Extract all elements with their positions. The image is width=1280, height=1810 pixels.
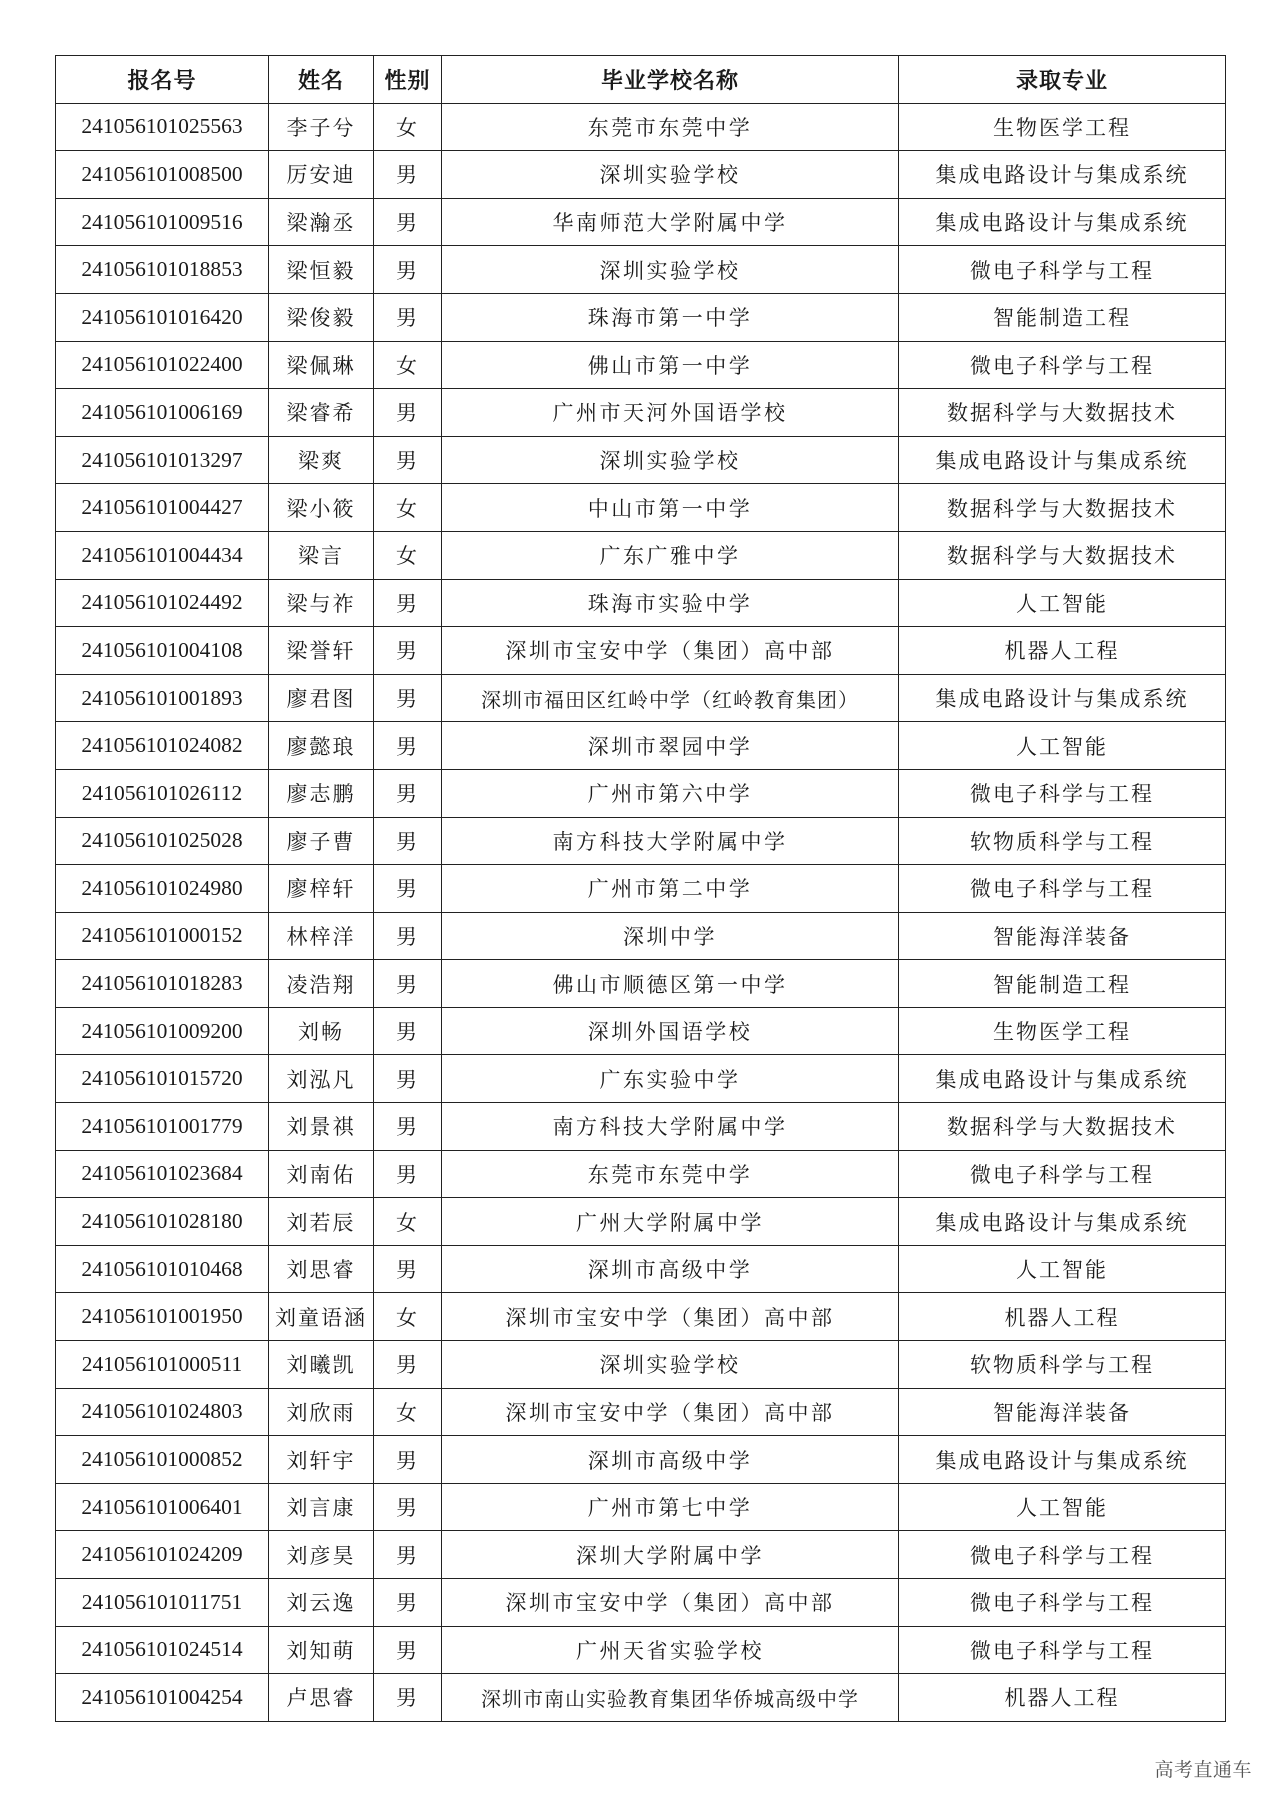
cell-major: 机器人工程 xyxy=(899,1293,1226,1341)
cell-major: 人工智能 xyxy=(899,722,1226,770)
cell-major: 机器人工程 xyxy=(899,627,1226,675)
cell-reg-no: 241056101024980 xyxy=(56,865,269,913)
watermark: 高考直通车 xyxy=(1154,1759,1252,1781)
table-row xyxy=(56,1388,1226,1436)
cell-school: 深圳实验学校 xyxy=(442,1341,899,1389)
cell-school: 广州大学附属中学 xyxy=(442,1198,899,1246)
cell-gender: 男 xyxy=(374,674,442,722)
cell-reg-no: 241056101001893 xyxy=(56,674,269,722)
cell-gender: 男 xyxy=(374,817,442,865)
cell-gender: 男 xyxy=(374,436,442,484)
cell-gender: 男 xyxy=(374,912,442,960)
cell-gender: 女 xyxy=(374,1388,442,1436)
cell-school: 深圳市高级中学 xyxy=(442,1436,899,1484)
cell-major: 智能制造工程 xyxy=(899,960,1226,1008)
cell-gender: 男 xyxy=(374,151,442,199)
cell-reg-no: 241056101023684 xyxy=(56,1150,269,1198)
cell-school: 深圳中学 xyxy=(442,912,899,960)
cell-gender: 女 xyxy=(374,103,442,151)
cell-name: 廖梓轩 xyxy=(269,865,374,913)
cell-school: 深圳市南山实验教育集团华侨城高级中学 xyxy=(442,1674,899,1722)
header-major: 录取专业 xyxy=(899,56,1226,104)
cell-major: 智能海洋装备 xyxy=(899,1388,1226,1436)
table-row xyxy=(56,1103,1226,1151)
cell-reg-no: 241056101024803 xyxy=(56,1388,269,1436)
cell-school: 深圳市宝安中学（集团）高中部 xyxy=(442,1388,899,1436)
cell-gender: 男 xyxy=(374,198,442,246)
table-row xyxy=(56,1055,1226,1103)
cell-school: 广州市第七中学 xyxy=(442,1483,899,1531)
table-row xyxy=(56,1579,1226,1627)
cell-gender: 女 xyxy=(374,341,442,389)
table-row xyxy=(56,817,1226,865)
table-row xyxy=(56,1626,1226,1674)
cell-school: 深圳市福田区红岭中学（红岭教育集团） xyxy=(442,674,899,722)
cell-name: 梁爽 xyxy=(269,436,374,484)
cell-school: 佛山市顺德区第一中学 xyxy=(442,960,899,1008)
cell-reg-no: 241056101000511 xyxy=(56,1341,269,1389)
cell-gender: 男 xyxy=(374,1103,442,1151)
cell-name: 刘若辰 xyxy=(269,1198,374,1246)
cell-gender: 女 xyxy=(374,1293,442,1341)
cell-reg-no: 241056101009516 xyxy=(56,198,269,246)
cell-major: 微电子科学与工程 xyxy=(899,246,1226,294)
cell-name: 刘彦昊 xyxy=(269,1531,374,1579)
table-row xyxy=(56,1531,1226,1579)
cell-reg-no: 241056101024082 xyxy=(56,722,269,770)
cell-reg-no: 241056101000852 xyxy=(56,1436,269,1484)
cell-name: 刘言康 xyxy=(269,1483,374,1531)
table-row xyxy=(56,674,1226,722)
cell-reg-no: 241056101001950 xyxy=(56,1293,269,1341)
cell-gender: 女 xyxy=(374,531,442,579)
cell-gender: 男 xyxy=(374,389,442,437)
cell-gender: 男 xyxy=(374,1483,442,1531)
cell-school: 深圳市翠园中学 xyxy=(442,722,899,770)
cell-reg-no: 241056101001779 xyxy=(56,1103,269,1151)
cell-gender: 男 xyxy=(374,722,442,770)
table-row xyxy=(56,103,1226,151)
cell-school: 广州天省实验学校 xyxy=(442,1626,899,1674)
cell-name: 刘云逸 xyxy=(269,1579,374,1627)
cell-reg-no: 241056101004427 xyxy=(56,484,269,532)
table-row xyxy=(56,341,1226,389)
cell-reg-no: 241056101011751 xyxy=(56,1579,269,1627)
table-row xyxy=(56,1198,1226,1246)
table-row xyxy=(56,293,1226,341)
cell-major: 集成电路设计与集成系统 xyxy=(899,198,1226,246)
cell-major: 集成电路设计与集成系统 xyxy=(899,436,1226,484)
cell-reg-no: 241056101024492 xyxy=(56,579,269,627)
cell-reg-no: 241056101000152 xyxy=(56,912,269,960)
cell-major: 人工智能 xyxy=(899,1245,1226,1293)
table-row xyxy=(56,579,1226,627)
header-name: 姓名 xyxy=(269,56,374,104)
cell-name: 刘轩宇 xyxy=(269,1436,374,1484)
cell-school: 广州市第六中学 xyxy=(442,769,899,817)
table-row xyxy=(56,198,1226,246)
cell-name: 厉安迪 xyxy=(269,151,374,199)
cell-reg-no: 241056101009200 xyxy=(56,1007,269,1055)
cell-school: 深圳大学附属中学 xyxy=(442,1531,899,1579)
cell-major: 智能海洋装备 xyxy=(899,912,1226,960)
cell-school: 深圳市宝安中学（集团）高中部 xyxy=(442,1579,899,1627)
cell-gender: 男 xyxy=(374,293,442,341)
cell-major: 微电子科学与工程 xyxy=(899,341,1226,389)
table-row xyxy=(56,246,1226,294)
table-row xyxy=(56,484,1226,532)
cell-name: 刘曦凯 xyxy=(269,1341,374,1389)
cell-gender: 男 xyxy=(374,769,442,817)
cell-school: 广东广雅中学 xyxy=(442,531,899,579)
cell-gender: 男 xyxy=(374,1245,442,1293)
cell-gender: 男 xyxy=(374,1341,442,1389)
cell-reg-no: 241056101006169 xyxy=(56,389,269,437)
cell-school: 深圳实验学校 xyxy=(442,151,899,199)
cell-name: 刘知萌 xyxy=(269,1626,374,1674)
cell-school: 广州市第二中学 xyxy=(442,865,899,913)
cell-reg-no: 241056101015720 xyxy=(56,1055,269,1103)
cell-major: 数据科学与大数据技术 xyxy=(899,1103,1226,1151)
cell-gender: 男 xyxy=(374,1674,442,1722)
cell-name: 梁恒毅 xyxy=(269,246,374,294)
cell-gender: 男 xyxy=(374,579,442,627)
cell-name: 李子兮 xyxy=(269,103,374,151)
cell-reg-no: 241056101018283 xyxy=(56,960,269,1008)
cell-reg-no: 241056101004434 xyxy=(56,531,269,579)
cell-major: 生物医学工程 xyxy=(899,1007,1226,1055)
cell-name: 梁言 xyxy=(269,531,374,579)
table-row xyxy=(56,1341,1226,1389)
cell-major: 集成电路设计与集成系统 xyxy=(899,1198,1226,1246)
cell-name: 刘景祺 xyxy=(269,1103,374,1151)
cell-major: 微电子科学与工程 xyxy=(899,1150,1226,1198)
cell-major: 机器人工程 xyxy=(899,1674,1226,1722)
cell-school: 南方科技大学附属中学 xyxy=(442,817,899,865)
cell-name: 梁瀚丞 xyxy=(269,198,374,246)
cell-gender: 男 xyxy=(374,960,442,1008)
table-row xyxy=(56,960,1226,1008)
cell-name: 刘泓凡 xyxy=(269,1055,374,1103)
cell-gender: 女 xyxy=(374,484,442,532)
cell-major: 数据科学与大数据技术 xyxy=(899,389,1226,437)
cell-school: 南方科技大学附属中学 xyxy=(442,1103,899,1151)
table-row xyxy=(56,1483,1226,1531)
cell-major: 集成电路设计与集成系统 xyxy=(899,1436,1226,1484)
cell-gender: 男 xyxy=(374,1436,442,1484)
table-row xyxy=(56,1436,1226,1484)
cell-school: 深圳外国语学校 xyxy=(442,1007,899,1055)
cell-school: 广州市天河外国语学校 xyxy=(442,389,899,437)
cell-name: 梁与祚 xyxy=(269,579,374,627)
cell-major: 集成电路设计与集成系统 xyxy=(899,1055,1226,1103)
cell-major: 微电子科学与工程 xyxy=(899,769,1226,817)
cell-name: 刘畅 xyxy=(269,1007,374,1055)
cell-gender: 男 xyxy=(374,865,442,913)
header-school: 毕业学校名称 xyxy=(442,56,899,104)
cell-major: 集成电路设计与集成系统 xyxy=(899,151,1226,199)
table-body xyxy=(56,103,1226,1721)
cell-gender: 男 xyxy=(374,1626,442,1674)
cell-name: 刘南佑 xyxy=(269,1150,374,1198)
cell-reg-no: 241056101018853 xyxy=(56,246,269,294)
table-row xyxy=(56,389,1226,437)
cell-gender: 男 xyxy=(374,1150,442,1198)
cell-gender: 男 xyxy=(374,1007,442,1055)
table-row xyxy=(56,151,1226,199)
cell-school: 深圳市高级中学 xyxy=(442,1245,899,1293)
cell-name: 卢思睿 xyxy=(269,1674,374,1722)
cell-reg-no: 241056101016420 xyxy=(56,293,269,341)
cell-major: 数据科学与大数据技术 xyxy=(899,531,1226,579)
cell-school: 中山市第一中学 xyxy=(442,484,899,532)
cell-major: 人工智能 xyxy=(899,579,1226,627)
table-row xyxy=(56,865,1226,913)
cell-school: 东莞市东莞中学 xyxy=(442,103,899,151)
cell-school: 东莞市东莞中学 xyxy=(442,1150,899,1198)
cell-reg-no: 241056101006401 xyxy=(56,1483,269,1531)
cell-name: 刘童语涵 xyxy=(269,1293,374,1341)
cell-school: 深圳实验学校 xyxy=(442,246,899,294)
cell-gender: 男 xyxy=(374,246,442,294)
cell-major: 微电子科学与工程 xyxy=(899,865,1226,913)
cell-reg-no: 241056101025563 xyxy=(56,103,269,151)
cell-school: 深圳市宝安中学（集团）高中部 xyxy=(442,1293,899,1341)
table-row xyxy=(56,722,1226,770)
cell-name: 梁睿希 xyxy=(269,389,374,437)
cell-major: 智能制造工程 xyxy=(899,293,1226,341)
cell-name: 廖懿琅 xyxy=(269,722,374,770)
cell-school: 广东实验中学 xyxy=(442,1055,899,1103)
cell-name: 梁小筱 xyxy=(269,484,374,532)
cell-name: 梁誉轩 xyxy=(269,627,374,675)
cell-gender: 女 xyxy=(374,1198,442,1246)
admission-table xyxy=(55,55,1226,1722)
cell-school: 佛山市第一中学 xyxy=(442,341,899,389)
cell-name: 梁佩琳 xyxy=(269,341,374,389)
table-row xyxy=(56,627,1226,675)
cell-school: 深圳实验学校 xyxy=(442,436,899,484)
cell-major: 生物医学工程 xyxy=(899,103,1226,151)
table-row xyxy=(56,1150,1226,1198)
header-row xyxy=(56,56,1226,104)
table-row xyxy=(56,531,1226,579)
table-row xyxy=(56,1674,1226,1722)
cell-reg-no: 241056101024209 xyxy=(56,1531,269,1579)
cell-gender: 男 xyxy=(374,1531,442,1579)
cell-reg-no: 241056101004254 xyxy=(56,1674,269,1722)
table-row xyxy=(56,1293,1226,1341)
header-gender: 性别 xyxy=(374,56,442,104)
cell-major: 集成电路设计与集成系统 xyxy=(899,674,1226,722)
table-row xyxy=(56,1245,1226,1293)
cell-reg-no: 241056101026112 xyxy=(56,769,269,817)
cell-gender: 男 xyxy=(374,1579,442,1627)
cell-reg-no: 241056101022400 xyxy=(56,341,269,389)
cell-reg-no: 241056101024514 xyxy=(56,1626,269,1674)
cell-school: 珠海市实验中学 xyxy=(442,579,899,627)
cell-name: 廖子曹 xyxy=(269,817,374,865)
cell-school: 珠海市第一中学 xyxy=(442,293,899,341)
cell-name: 廖志鹏 xyxy=(269,769,374,817)
cell-reg-no: 241056101025028 xyxy=(56,817,269,865)
cell-school: 深圳市宝安中学（集团）高中部 xyxy=(442,627,899,675)
cell-name: 刘欣雨 xyxy=(269,1388,374,1436)
cell-gender: 男 xyxy=(374,1055,442,1103)
cell-reg-no: 241056101004108 xyxy=(56,627,269,675)
cell-name: 凌浩翔 xyxy=(269,960,374,1008)
cell-major: 数据科学与大数据技术 xyxy=(899,484,1226,532)
cell-major: 人工智能 xyxy=(899,1483,1226,1531)
cell-name: 廖君图 xyxy=(269,674,374,722)
cell-reg-no: 241056101008500 xyxy=(56,151,269,199)
table-row xyxy=(56,912,1226,960)
cell-major: 微电子科学与工程 xyxy=(899,1579,1226,1627)
cell-name: 林梓洋 xyxy=(269,912,374,960)
cell-major: 微电子科学与工程 xyxy=(899,1626,1226,1674)
table-row xyxy=(56,436,1226,484)
cell-major: 软物质科学与工程 xyxy=(899,817,1226,865)
cell-major: 软物质科学与工程 xyxy=(899,1341,1226,1389)
table-row xyxy=(56,769,1226,817)
cell-reg-no: 241056101028180 xyxy=(56,1198,269,1246)
cell-reg-no: 241056101010468 xyxy=(56,1245,269,1293)
cell-reg-no: 241056101013297 xyxy=(56,436,269,484)
cell-name: 刘思睿 xyxy=(269,1245,374,1293)
table-row xyxy=(56,1007,1226,1055)
cell-name: 梁俊毅 xyxy=(269,293,374,341)
cell-major: 微电子科学与工程 xyxy=(899,1531,1226,1579)
header-reg-no: 报名号 xyxy=(56,56,269,104)
cell-gender: 男 xyxy=(374,627,442,675)
cell-school: 华南师范大学附属中学 xyxy=(442,198,899,246)
